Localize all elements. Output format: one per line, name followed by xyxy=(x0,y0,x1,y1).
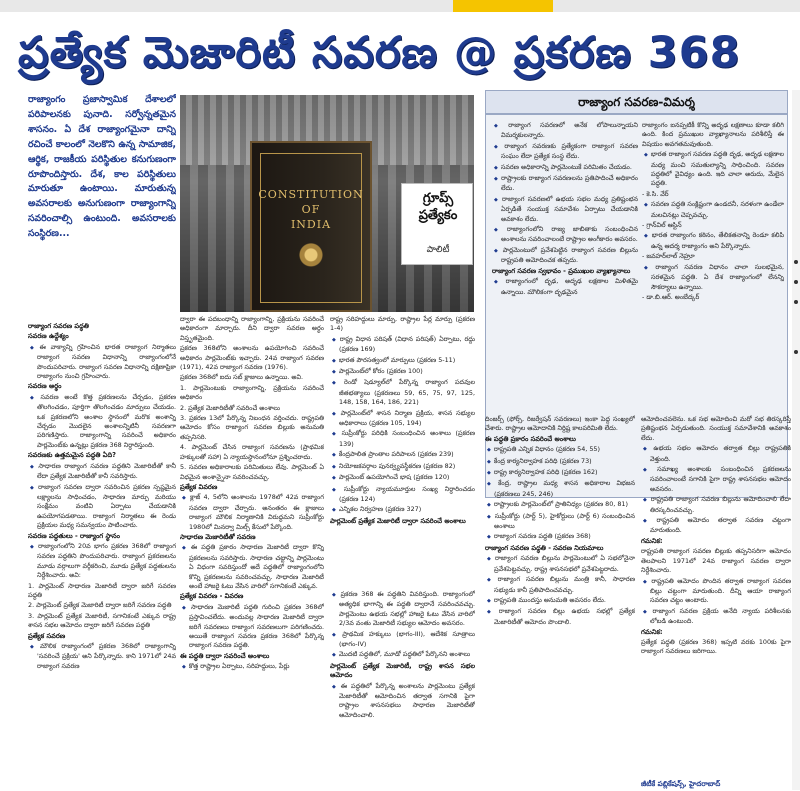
badge-title xyxy=(402,190,474,224)
paragraph: ◆ రాష్ట్రపతి ముందస్తు అనుమతి అవసరం లేదు. xyxy=(485,596,635,606)
book-title-line2: OF xyxy=(301,203,321,216)
paragraph: ◆ ఎన్నికల నిర్వహణ (ప్రకరణ 327) xyxy=(330,505,475,515)
paragraph: ◆ కేంద్ర, రాష్ట్రాల మధ్య శాసన అధికారాల విభజన (ప్రకరణలు 245, 246) xyxy=(485,479,635,499)
paragraph: ◆ రాజ్యాంగ సవరణ బిల్లు ఉభయ సభల్లో ప్రత్యేక మెజారిటీతో ఆమోదం పొందాలి. xyxy=(485,607,635,627)
section-heading: ప్రత్యేక వివరణ xyxy=(180,482,218,491)
paragraph: ◆ రాష్ట్రపతి రాజ్యాంగ సవరణ బిల్లును ఆమోదించాలి లేదా తిరస్కరించవచ్చు. xyxy=(641,495,791,515)
criticism-box-title: రాజ్యాంగ సవరణ-విమర్శ xyxy=(485,90,788,114)
intro-text: రాజ్యాంగం ప్రజాస్వామిక దేశాలలో పరిపాలనకు పునాది. సర్వోన్నతమైన శాసనం. ఏ దేశ రాజ్యాంగమైనా దాన్ని రచించే కాలంలో నెలకొని ఉన్న సామాజిక, ఆర్థిక, రాజకీయ పరిస్థితుల కనుగుణంగా రూపొందిస్తారు. దేశ, కాల పరిస్థితులు మారుతూ ఉంటాయి. మారుతున్న అవసరాలకు అనుగుణంగా రాజ్యాంగాన్ని సవరించాల్సి ఉంటుంది. అవసరాలకు సంస్థిరణ... xyxy=(28,94,176,240)
paragraph: ◆ రాజ్యాంగ సవరణ పద్ధతి (ప్రకరణ 368) xyxy=(485,532,635,542)
paragraph: 3. ప్రకరణ 13లో పేర్కొన్న నిబంధన వర్తించదు. రాష్ట్రపతి ఆమోదం కోసం రాజ్యాంగ సవరణ బిల్లుకు అనుమతి తప్పనిసరి. xyxy=(180,414,324,441)
paragraph: ◆ ఉభయ సభల ఆమోదం తర్వాత బిల్లు రాష్ట్రపతికి వెళ్తుంది. xyxy=(641,444,791,464)
paragraph: ◆ రాజ్యాంగంలోని 20వ భాగం ప్రకరణ 368లో రాజ్యాంగ సవరణ పద్ధతిని పొందుపరిచారు. రాజ్యాంగ ప్రకరణలను మూడు వర్గాలుగా వర్గీకరించి, మూడు ప్రత్యేక పద్ధతులను నిర్దేశించారు. అవి: xyxy=(28,542,176,581)
section-heading: పార్లమెంట్ ప్రత్యేక మెజారిటీ, రాష్ట్ర శాసన సభల ఆమోదం xyxy=(330,661,475,680)
section-heading: సవరణకు ఉత్తమమైన పద్ధతి ఏది? xyxy=(28,451,116,460)
paragraph: ◆ భారత రాజ్యాంగం కఠినం, తేలికతనాన్ని రెండూ కలిపి ఉన్న ఆదర్శ రాజ్యాంగం అని పేర్కొన్నారు. xyxy=(642,231,784,251)
badge-line1: గ్రూప్స్ xyxy=(422,191,454,206)
paragraph: ◆ సమాఖ్య అంశాలకు సంబంధించిన ప్రకరణలను సవరించాలంటే సగానికి పైగా రాష్ట్ర శాసనసభల ఆమోదం అవసరం. xyxy=(641,465,791,494)
top-accent xyxy=(453,0,553,12)
paragraph: ◆ భారత పౌరసత్వంలో మార్పులు (ప్రకరణ 5-11) xyxy=(330,356,475,366)
section-heading: సవరణ అర్థం xyxy=(28,382,62,391)
paragraph: దింజర్స్ (ఫోర్స్, రిజర్వేషన్ సవరణలు) ఇంకా పెద్ద సంఖ్యలో చేశారు. రాష్ట్రాల ఆమోదానికి నిర్దిష్ట కాలపరిమితి లేదు. xyxy=(485,415,635,433)
paragraph: 1. పార్లమెంట్ సాధారణ మెజారిటీ ద్వారా జరిగే సవరణ పద్ధతి xyxy=(28,581,176,599)
paragraph: ◆ రాష్ట్రపతి ఆమోదం పొందిన తర్వాత రాజ్యాంగ సవరణ బిల్లు చట్టంగా మారుతుంది. దీన్ని ఆయా రాజ్యాంగ సవరణ చట్టం అంటారు. xyxy=(641,577,791,606)
paragraph: ◆ రెండో షెడ్యూల్‌లో పేర్కొన్న రాజ్యాంగ పదవుల జీతభత్యాలు (ప్రకరణలు 59, 65, 75, 97, 125, 148, 158, 164, 186, 221) xyxy=(330,378,475,407)
paragraph: ◆ పార్లమెంటులో ప్రవేశపెట్టిన రాజ్యాంగ సవరణ బిల్లును రాష్ట్రపతి ఆమోదించక తప్పదు. xyxy=(492,246,638,266)
bullet-mark xyxy=(794,350,798,354)
paragraph: ◆ సాధారణ రాజ్యాంగ సవరణ పద్ధతిని మెజారిటీతో కానీ లేదా ప్రత్యేక మెజారిటీతో కానీ సవరిస్తారు. xyxy=(28,462,176,482)
paragraph: ◆ రాజ్యాంగ సవరణకు ప్రత్యేకంగా రాజ్యాంగ సవరణ సంఘం లేదా ప్రత్యేక సంస్థ లేదు. xyxy=(492,142,638,162)
paragraph: 1. పార్లమెంటుకు రాజ్యాంగాన్ని, ప్రక్రియను సవరించే అధికారం xyxy=(180,383,324,402)
paragraph: ప్రకరణ 368లో ఐదు సబ్ క్లాజులు ఉన్నాయి. అవి. xyxy=(180,373,304,382)
paragraph: ◆ కొత్త రాష్ట్రాల ఏర్పాటు, సరిహద్దులు, పేర్లు xyxy=(180,662,324,672)
section-heading: ప్రత్యేక వివరణ - వివరణ xyxy=(180,592,244,601)
paragraph: - గ్రాన్‌విల్ ఆస్టిన్ xyxy=(642,221,682,230)
constitution-book xyxy=(250,141,372,312)
paragraph: ◆ రాజ్యాంగంలోని రాజ్య జాబితాకు సంబంధించిన అంశాలను సవరించాలంటే రాష్ట్రాల అంగీకారం అవసరం. xyxy=(492,225,638,245)
paragraph: ◆ రాష్ట్ర విధాన పరిషత్ (విధాన పరిషత్) ఏర్పాటు, రద్దు (ప్రకరణ 169) xyxy=(330,335,475,355)
paragraph: ◆ రాజ్యాంగ సవరణ బిల్లును పార్లమెంటులో ఏ సభలోనైనా ప్రవేశపెట్టవచ్చు. రాష్ట్ర శాసనసభలో ప్రవేశపెట్టరాదు. xyxy=(485,554,635,574)
paragraph: ◆ ఈ వాక్యాన్ని గ్రహించిన భారత రాజ్యాంగ నిర్మాతలు రాజ్యాంగ సవరణ విధానాన్ని రాజ్యాంగంలోనే పొందుపరిచారు. రాజ్యాంగ సవరణ విధానాన్ని దక్షిణాఫ్రికా రాజ్యాంగం నుంచి గ్రహించారు. xyxy=(28,343,176,382)
paragraph: ◆ భారత రాజ్యాంగ సవరణ పద్ధతి దృఢ, అదృఢ లక్షణాల మధ్య మంచి సమతుల్యాన్ని సాధించింది. సవరణ పద్ధతిలో వైవిధ్యం ఉంది. ఇది చాలా అరుదు, మేలైన పద్ధతి. xyxy=(642,150,784,189)
section-badge xyxy=(401,183,473,265)
paragraph: ◆ రాజ్యాంగంలో దృఢ, అదృఢ లక్షణాల మిళితమై ఉన్నాయి. మౌలికంగా దృఢమైన xyxy=(492,277,638,297)
paragraph: ◆ సవరణ అంటే కొత్త ప్రకరణలను చేర్చడం, ప్రకరణ తొలగించడం, పూర్తిగా తొలగించడం మార్పులు చేయడం. ఒక ప్రకరణలోని అంశాల స్థానంలో మరొక అంశాన్ని చేర్చడం మొదలైన అంశాలన్నిటినీ సవరణగా పరిగణిస్తారు. రాజ్యాంగాన్ని సవరించే అధికారం పార్లమెంట్‌కు ఉన్నట్లు ప్రకరణ 368 నిర్ధారిస్తుంది. xyxy=(28,393,176,450)
paragraph: 2. ప్రత్యేక మెజారిటీతో సవరించే అంశాలు xyxy=(180,403,281,412)
paragraph: ◆ మౌలిక రాజ్యాంగంలో ప్రకరణ 368లో రాజ్యాంగాన్ని 'సవరించే ప్రక్రియ' అని పేర్కొన్నారు. కాని 1971లో 24వ రాజ్యాంగ సవరణ xyxy=(28,642,176,671)
paragraph: ◆ రాష్ట్ర కార్యనిర్వాహక పరిధి (ప్రకరణ 162) xyxy=(485,468,635,478)
paragraph: ◆ సుప్రీంకోర్టు న్యాయమూర్తుల సంఖ్య నిర్ధారించడం (ప్రకరణ 124) xyxy=(330,485,475,505)
paragraph: 4. పార్లమెంట్ చేసిన రాజ్యాంగ సవరణను (ప్రాథమిక హక్కులతో సహా) ఏ న్యాయస్థానంలోనూ ప్రశ్నించరాదు. xyxy=(180,443,324,461)
section-heading: గమనిక: xyxy=(641,536,663,545)
bullet-mark xyxy=(794,260,798,264)
article-column-2 xyxy=(180,315,324,791)
paragraph: - డా.బి.ఆర్. అంబేద్కర్ xyxy=(642,292,700,301)
article-column-4 xyxy=(485,415,635,791)
publisher-credit: జీటీకే పబ్లికేషన్స్, హైదరాబాద్ xyxy=(641,780,721,788)
section-heading: పార్లమెంట్ ప్రత్యేక మెజారిటీ ద్వారా సవరించే అంశాలు xyxy=(330,516,466,525)
paragraph: ◆ పార్లమెంట్‌లో కోరం (ప్రకరణ 100) xyxy=(330,367,475,377)
paragraph: ◆ సుప్రీంకోర్టు పరిధికి సంబంధించిన అంశాలు (ప్రకరణ 139) xyxy=(330,429,475,449)
paragraph: ◆ రాజ్యాంగ సవరణలో ఉభయ సభల మధ్య ప్రతిష్టంభన ఏర్పడితే సంయుక్త సమావేశం ఏర్పాటు చేయడానికి అవకాశం లేదు. xyxy=(492,195,638,224)
paragraph: ◆ కేంద్ర కార్యనిర్వాహక పరిధి (ప్రకరణ 73) xyxy=(485,457,635,467)
article-column-3-continued xyxy=(330,590,475,791)
book-title-line3: INDIA xyxy=(290,218,332,231)
paragraph: ◆ రాజ్యాంగ సవరణ బిల్లును మంత్రి కానీ, సాధారణ సభ్యుడు కానీ ప్రతిపాదించవచ్చు. xyxy=(485,575,635,595)
article-column-1 xyxy=(28,322,176,791)
paragraph: ద్వారా ఈ పదబంధాన్ని రాజ్యాంగాన్ని, ప్రక్రియను సవరించే అధికారంగా మార్చారు. దీని ద్వారా సవరణ అర్థం విస్తృతమైంది. xyxy=(180,315,324,342)
paragraph: ◆ ఈ పద్ధతి ప్రకారం సాధారణ మెజారిటీ ద్వారా కొన్ని ప్రకరణలను సవరిస్తారు. సాధారణ చట్టాన్ని పార్లమెంటు ఏ విధంగా సవరిస్తుందో అదే పద్ధతిలో రాజ్యాంగంలోని కొన్ని ప్రకరణలను సవరించవచ్చు. సాధారణ మెజారిటీ అంటే హాజరై ఓటు వేసిన వారిలో సగానికంటే ఎక్కువ. xyxy=(180,543,324,591)
paragraph: ◆ క్లాజ్ 4, 5లోని అంశాలను 1978లో 42వ రాజ్యాంగ సవరణ ద్వారా చేర్చారు. అనంతరం ఈ క్లాజులు రాజ్యాంగ మౌలిక నిర్మాణానికి విరుద్ధమని సుప్రీంకోర్టు 1980లో మినర్వా మిల్స్ కేసులో పేర్కొంది. xyxy=(180,493,324,532)
section-heading: రాజ్యాంగ సవరణ పద్ధతి xyxy=(28,322,89,330)
headline: ప్రత్యేక మెజారిటీ సవరణ @ ప్రకరణ 368 xyxy=(18,28,741,78)
section-heading: సవరణ ఉద్దేశ్యం xyxy=(28,332,69,341)
paragraph: ◆ రాజ్యాంగ సవరణ ప్రక్రియ అనేది న్యాయ పరిశీలనకు లోబడి ఉంటుంది. xyxy=(641,607,791,627)
paragraph: ◆ రాష్ట్రపతి ఎన్నిక విధానం (ప్రకరణ 54, 55) xyxy=(485,445,635,455)
section-heading: ప్రత్యేక సవరణ xyxy=(28,631,66,640)
paragraph: రాష్ట్ర సరిహద్దులు మార్పు, రాష్ట్రాల పేర్ల మార్పు (ప్రకరణ 1-4) xyxy=(330,315,475,333)
paragraph: ◆ సవరణ పద్ధతి సంక్లిష్టంగా ఉండదనీ, సరళంగా ఉండేలా మలచినట్లు చెప్పవచ్చు. xyxy=(642,200,784,220)
section-heading: సాధారణ మెజారిటీతో సవరణ xyxy=(180,532,256,541)
paragraph: రాష్ట్రపతి రాజ్యాంగ సవరణ బిల్లుకు తప్పనిసరిగా ఆమోదం తెలపాలని 1971లో 24వ రాజ్యాంగ సవరణ ద్వారా నిర్దేశించారు. xyxy=(641,547,791,575)
book-title xyxy=(256,187,366,232)
paragraph: ◆ కేంద్రపాలిత ప్రాంతాల పరిపాలన (ప్రకరణ 239) xyxy=(330,450,475,460)
bullet-mark xyxy=(794,300,798,304)
paragraph: ◆ రాష్ట్రపతి ఆమోదం తర్వాత సవరణ చట్టంగా మారుతుంది. xyxy=(641,516,791,536)
paragraph: 3. పార్లమెంట్ ప్రత్యేక మెజారిటీ, సగానికంటే ఎక్కువ రాష్ట్ర శాసన సభల ఆమోదం ద్వారా జరిగే సవరణ పద్ధతి xyxy=(28,611,176,630)
paragraph: ◆ నియోజకవర్గాల పునర్వ్యవస్థీకరణ (ప్రకరణ 82) xyxy=(330,462,475,472)
paragraph: ◆ ఈ పద్ధతిలో పేర్కొన్న అంశాలను పార్లమెంటు ప్రత్యేక మెజారిటీతో ఆమోదించిన తర్వాత సగానికి పైగా రాష్ట్రాల శాసనసభలు సాధారణ మెజారిటీతో ఆమోదించాలి. xyxy=(330,682,475,721)
section-heading: గమనిక: xyxy=(641,627,663,636)
paragraph: ◆ రాజ్యాంగ సవరణ ద్వారా సవరించిన ప్రకరణ స్పష్టమైన లక్ష్యాలను సాధించడం, సాధారణ మార్పు మరియు సంక్షేమం వంటివి ఏర్పాటు చేయడానికి ఉపయోగపడతాయి. రాజ్యాంగ నిర్మాతలు ఈ రెండు ప్రక్రియల మధ్య సమన్వయం పాటించారు. xyxy=(28,483,176,531)
paragraph: - జవహర్‌లాల్ నెహ్రూ xyxy=(642,252,695,261)
paragraph: రాజ్యాంగం ఐనప్పటికీ కొన్ని అదృఢ లక్షణాలు కూడా కలిగి ఉంది. కింద ప్రముఖుల వ్యాఖ్యానాలను పరిశీలిస్తే ఈ విషయం అవగతమవుతుంది. xyxy=(642,121,784,148)
top-bar xyxy=(0,0,800,12)
paragraph: ◆ ప్రాథమిక హక్కులు (భాగం-III), ఆదేశిక సూత్రాలు (భాగం-IV) xyxy=(330,630,475,650)
section-heading: సవరణ పద్ధతులు - రాజ్యాంగ స్థానం xyxy=(28,531,121,540)
paragraph: ◆ రాజ్యాంగ సవరణ విధానం చాలా సులభమైన, సరళమైన పద్ధతి. ఏ దేశ రాజ్యాంగంలో లేనన్ని సౌకర్యాలు ఉన్నాయి. xyxy=(642,263,784,292)
paragraph: 2. పార్లమెంట్ ప్రత్యేక మెజారిటీ ద్వారా జరిగే సవరణ పద్ధతి xyxy=(28,601,172,610)
adjacent-page-strip xyxy=(792,90,800,790)
paragraph: ◆ సవరణ అధికారాన్ని పార్లమెంటుకే పరిమితం చేయడం. xyxy=(492,163,638,173)
paragraph: ◆ మొదటి పద్ధతిలో, మూడో పద్ధతిలో పేర్కొనని అంశాలు xyxy=(330,650,475,660)
paragraph: ◆ రాష్ట్రాలకు పార్లమెంట్‌లో ప్రాతినిధ్యం (ప్రకరణ 80, 81) xyxy=(485,500,635,510)
paragraph: ◆ ప్రకరణ 368 ఈ పద్ధతిని వివరిస్తుంది. రాజ్యాంగంలో అత్యధిక భాగాన్ని ఈ పద్ధతి ద్వారానే సవరించవచ్చు. పార్లమెంటు ఉభయ సభల్లో హాజరై ఓటు వేసిన వారిలో 2/3వ వంతు మెజారిటీ సభ్యుల ఆమోదం అవసరం. xyxy=(330,590,475,629)
section-heading: ఈ పద్ధతి ప్రకారం సవరించే అంశాలు xyxy=(485,434,576,443)
paragraph: ప్రత్యేక పద్ధతి (ప్రకరణ 368) ఇప్పటి వరకు 100కు పైగా రాజ్యాంగ సవరణలు జరిగాయి. xyxy=(641,637,791,656)
article-column-3 xyxy=(330,315,475,585)
section-heading: రాజ్యాంగ సవరణ స్వభావం - ప్రముఖుల వ్యాఖ్యానాలు xyxy=(492,266,631,275)
section-heading: ఈ పద్ధతి ద్వారా సవరించే అంశాలు xyxy=(180,651,270,660)
bullet-mark xyxy=(794,280,798,284)
paragraph: ఆమోదించవలెను. ఒక సభ ఆమోదించి మరో సభ తిరస్కరిస్తే ప్రతిష్టంభన ఏర్పడుతుంది. సంయుక్త సమావేశానికి అవకాశం లేదు. xyxy=(641,415,791,442)
paragraph: ప్రకరణ 368లోని అంశాలను ఉపయోగించి సవరించే అధికారం పార్లమెంట్‌కు ఇచ్చారు. 24వ రాజ్యాంగ సవరణ (1971), 42వ రాజ్యాంగ సవరణ (1976). xyxy=(180,344,324,372)
section-heading: రాజ్యాంగ సవరణ పద్ధతి - సవరణ నియమాలు xyxy=(485,543,604,552)
paragraph: ◆ పార్లమెంట్‌లో శాసన నిర్మాణ ప్రక్రియ, శాసన సభ్యుల అధికారాలు (ప్రకరణ 105, 194) xyxy=(330,409,475,429)
article-column-5 xyxy=(641,415,791,791)
badge-line2: ప్రత్యేకం xyxy=(418,208,458,223)
paragraph: ◆ పార్లమెంట్ ఉపయోగించే భాష (ప్రకరణ 120) xyxy=(330,473,475,483)
paragraph: ◆ సాధారణ మెజారిటీ పద్ధతి గురించి ప్రకరణ 368లో ప్రస్తావించలేదు. అందువల్ల సాధారణ మెజారిటీ ద్వారా జరిగే సవరణలు రాజ్యాంగ సవరణలుగా పరిగణించరు. అయితే రాజ్యాంగ సవరణ ప్రకరణ 368లో పేర్కొన్న రాజ్యాంగ సవరణ పద్ధతి. xyxy=(180,603,324,651)
paragraph: ◆ రాష్ట్రాలకు రాజ్యాంగ సవరణలను ప్రతిపాదించే అధికారం లేదు. xyxy=(492,174,638,194)
badge-line3: పాలిటీ xyxy=(426,245,450,255)
book-title-line1: CONSTITUTION xyxy=(258,188,364,201)
paragraph: 5. సవరణ అధికారాలకు పరిమితులు లేవు. పార్లమెంట్ ఏ విధమైన అంశాన్నైనా సవరించవచ్చు. xyxy=(180,463,324,481)
paragraph: ◆ రాజ్యాంగ సవరణలో అనేక లోపాలున్నాయని విమర్శకులన్నారు. xyxy=(492,121,638,141)
emblem-icon xyxy=(298,243,324,277)
paragraph: - కె.సి. వేర్ xyxy=(642,189,669,198)
paragraph: ◆ సుప్రీంకోర్టు (పార్ట్ 5), హైకోర్టులు (పార్ట్ 6) సంబంధించిన అంశాలు xyxy=(485,512,635,532)
constitution-photo xyxy=(180,95,474,312)
